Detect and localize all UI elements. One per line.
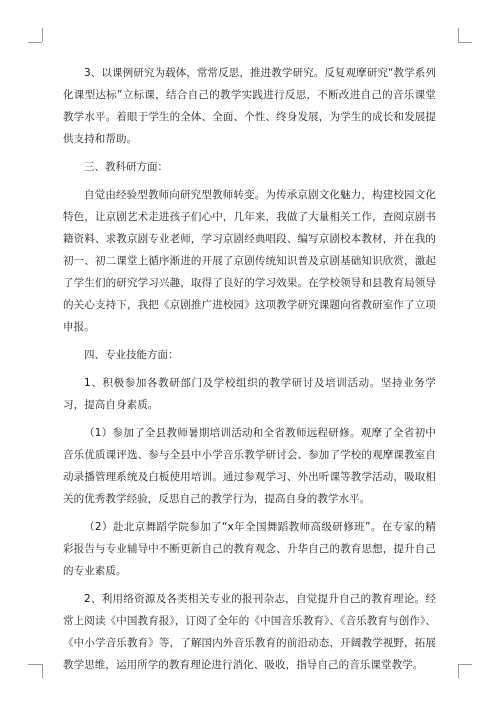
paragraph-research: 自觉由经验型教师向研究型教师转变。为传承京剧文化魅力，构建校园文化特色，让京剧艺术走进孩子们心中，几年来，我做了大量相关工作，查阅京剧书籍资料、求教京剧专业老师，学习京剧经典唱段、编写京剧校本教材，并在我的初一、初二课堂上循序渐进的开展了京剧传统知识普及京剧基础知识欣赏，激起了学生们的研究学习兴趣，取得了良好的学习效果。在学校领导和县教育局领导的关心支持下，我把《京剧推广进校园》这项教学研究课题向省教研室作了立项申报。 xyxy=(63,189,436,333)
paragraph-skills-1-1: （1）参加了全县教师暑期培训活动和全省教师远程研修。观摩了全省初中音乐优质课评选、参与全县中小学音乐教学研讨会、参加了学校的观摩课教室自动录播管理系统及白板使用培训。通过参观学习、外出听课等教学活动，吸取相关的优秀教学经验，反思自己的教学行为，提高自身的教学水平。 xyxy=(63,427,436,505)
heading-research: 三、教科研方面： xyxy=(84,161,168,173)
heading-skills: 四、专业技能方面： xyxy=(84,349,179,361)
paragraph-case-study: 3、以课例研究为载体，常常反思，推进教学研究。反复观摩研究“教学系列化课型达标”立标课，结合自己的教学实践进行反思，不断改进自己的音乐课堂教学水平。着眼于学生的全体、全面、个性、终身发展，为学生的成长和发展提供支持和帮助。 xyxy=(63,67,436,145)
document-page xyxy=(63,62,436,682)
paragraph-skills-2: 2、利用络资源及各类相关专业的报刊杂志，自觉提升自己的教育理论。经常上阅读《中国教育报》，订阅了全年的《中国音乐教育》、《音乐教育与创作》、《中小学音乐教育》等，了解国内外音乐教育的前沿动态，开阔教学视野，拓展教学思维，运用所学的教育理论进行消化、吸收，指导自己的音乐课堂教学。 xyxy=(63,593,436,671)
paragraph-skills-1-2: （2）赴北京舞蹈学院参加了“x年全国舞蹈教师高级研修班”。在专家的精彩报告与专业辅导中不断更新自己的教育观念、升华自己的教育思想，提升自己的专业素质。 xyxy=(63,521,436,577)
paragraph-skills-1: 1、积极参加各教研部门及学校组织的教学研讨及培训活动。坚持业务学习，提高自身素质。 xyxy=(63,377,436,411)
